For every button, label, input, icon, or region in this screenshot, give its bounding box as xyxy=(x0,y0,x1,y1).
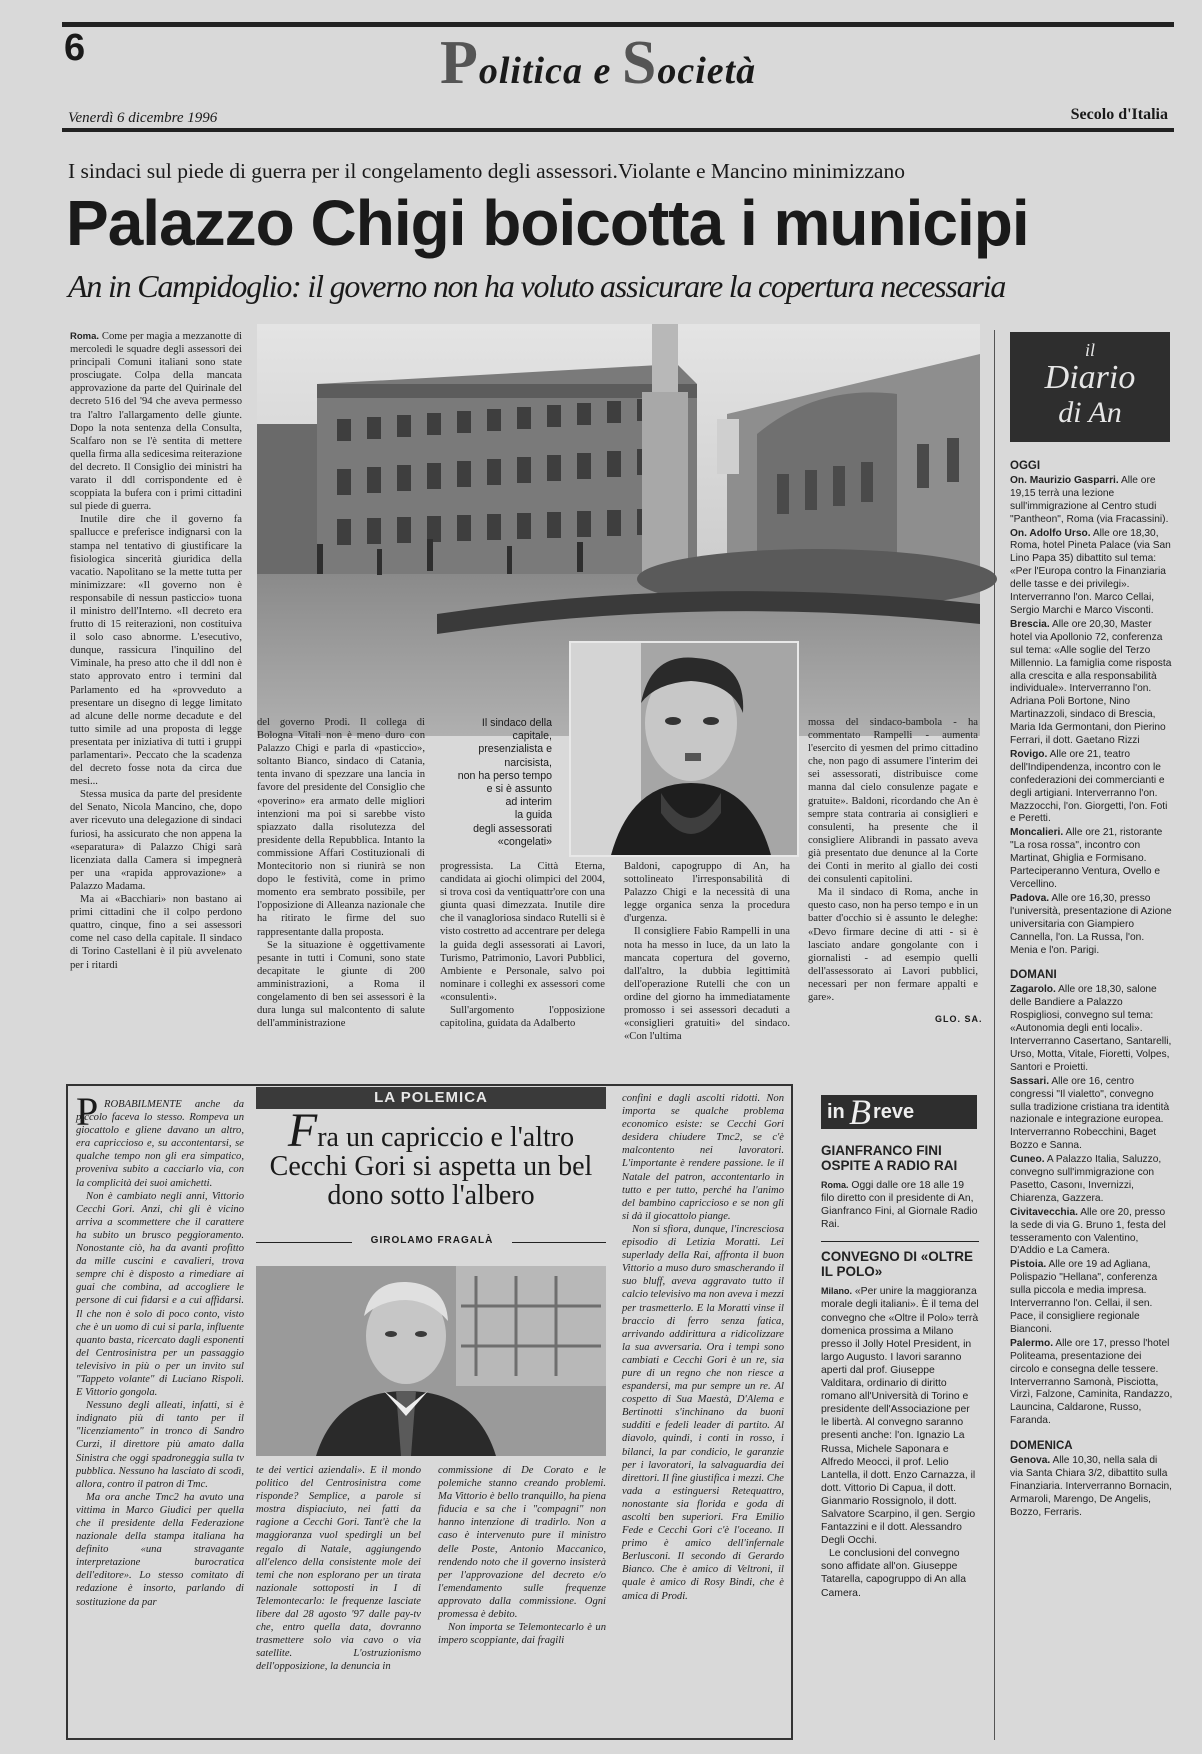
diario-item-place: On. Adolfo Urso. xyxy=(1010,527,1091,539)
breve-text-1 xyxy=(821,1179,979,1231)
caption-line: Il sindaco della xyxy=(481,717,552,729)
main-article-col-2 xyxy=(257,716,425,1029)
headline-kicker: I sindaci sul piede di guerra per il congelamento degli assessori.Violante e Mancino minimizzano xyxy=(68,159,905,183)
diario-item-place: Moncalieri. xyxy=(1010,827,1064,839)
polemica-paragraph: Ma ora anche Tmc2 ha avuto una vittima in Marco Giudici per quella che il presidente della Federazione nazionale della stampa italiana ha definito «una stravagante interpretazione burocratica dell'editore». Lo stesso comitato di redazione è insorto, parlando di sostituzione da par xyxy=(76,1491,244,1608)
diario-item-place: Sassari. xyxy=(1010,1075,1050,1087)
diario-item-place: Cuneo. xyxy=(1010,1154,1045,1166)
diario-item-place: Pistoia. xyxy=(1010,1259,1047,1271)
section-title-part-2: ocietà xyxy=(657,50,757,92)
caption-line: la guida xyxy=(514,809,552,822)
diario-item-text: Alle ore 16, centro congressi "Il vialetto", convegno sulla tradizione cristiana tra identità nazionale e integrazione europea. Interverranno Robecchini, Baget Bozzo e Sanna. xyxy=(1010,1075,1170,1152)
diario-item xyxy=(1010,528,1173,618)
polemica-paragraph: te dei vertici aziendali». E il mondo politico del Centrosinistra come risponde? Semplice, a parole si mostra dispiaciuto, nei fatti da ragione a Cecchi Gori. Tant'è che la maggioranza vuol spedirgli un bel regalo di Natale, aggiungendo all'elenco della consistente mole dei temi che non esplorano per un tirata nazionale sottoposti in I di Telemontecarlo: le frequenze lasciate libere dal 28 agosto '97 dalle pay-tv che, entro quella data, dovranno trasmettere solo via cavo o via satellite. L'ostruzionismo dell'opposizione, la denuncia in xyxy=(256,1465,421,1673)
article-paragraph: Inutile dire che il governo fa spallucce e preferisce indignarsi con la stampa nel tentativo di giustificare la fisiologica sincerità giuridica della vacatio. Napolitano se la mette tutta per minimizzare: «Il governo non è responsabile di nessun pasticcio» tuona il ministro dell'Interno. «Il decreto era frutto di 15 reiterazioni, non costituiva il solo caso abnorme. L'esecutivo, dunque, rassicura l'inquilino del Viminale, ha preso atto che il ddl non è stato approvato entro i termini dal Parlamento ed ha «provveduto a presentare un disegno di legge limitato ad alcune delle norme decadute e del tutto simile ad una proposta di legge presentata per iniziativa di tutti i gruppi parlamentari». Peccato che la scadenza del decreto fosse nota da circa due mesi... xyxy=(70,514,242,788)
polemica-title-cap: F xyxy=(287,1104,318,1157)
diario-item-place: Genova. xyxy=(1010,1455,1051,1467)
diario-item xyxy=(1010,827,1173,892)
polemica-author: GIROLAMO FRAGALÀ xyxy=(370,1235,494,1246)
cecchi-gori-photo xyxy=(256,1266,606,1456)
breve-text-2b: Le conclusioni del convegno sono affidate all'on. Giuseppe Tatarella, capogruppo di An alla Camera. xyxy=(821,1548,966,1599)
breve-dateline-1: Roma. xyxy=(821,1180,849,1190)
diario-item-place: On. Maurizio Gasparri. xyxy=(1010,474,1119,486)
diario-item xyxy=(1010,1455,1173,1520)
article-paragraph: Stessa musica da parte del presidente del Senato, Nicola Mancino, che, dopo aver ricevuto una delegazione di sindaci furiosi, ha assicurato che non appena la «separatura» di Palazzo Chigi sarà licenziata dalla Camera si impegnerà per una «rapida approvazione» a Palazzo Madama. xyxy=(70,789,242,892)
diario-item-place: Brescia. xyxy=(1010,618,1050,630)
polemica-title xyxy=(256,1104,606,1211)
breve-header-rest: reve xyxy=(873,1101,915,1123)
article-paragraph: Il consigliere Fabio Rampelli in una nota ha messo in luce, da un lato la mancata copertura del governo, dall'altro, la dubbia legittimità dell'operazione Rutelli che con un ordine del giorno ha immediatamente promosso i sei assessori decaduti a «consiglieri gratuiti» del sindaco. «Con l'ultima xyxy=(624,926,790,1043)
top-rule xyxy=(62,22,1174,27)
main-article-col-1 xyxy=(70,330,242,1030)
caption-line: presenzialista e xyxy=(478,743,552,756)
article-paragraph: Baldoni, capogruppo di An, ha sottolineato l'irresponsabilità di Palazzo Chigi e la necessità di una legge organica senza la procedura d'urgenza. xyxy=(624,861,790,925)
diario-item-text: Alle ore 21, teatro dell'Indipendenza, incontro con le confederazioni dei commercianti e degli artigiani. Interverranno l'on. Mazzocchi, l'on. Giorgetti, l'on. Foti e Peretti. xyxy=(1010,748,1168,825)
article-signature: GLO. SA. xyxy=(935,1014,983,1024)
polemica-col-3 xyxy=(438,1464,606,1730)
article-paragraph: Ma ai «Bacchiari» non bastano ai primi cittadini che il colpo perdono quattro, cinque, fino a sei assessori come nel caso della capitale. Il sindaco di Torino Castellani è il più avvelenato per i ritardi xyxy=(70,894,242,971)
polemica-label: LA POLEMICA xyxy=(256,1087,606,1109)
polemica-drop-cap: P xyxy=(76,1089,99,1134)
caption-line: non ha perso tempo xyxy=(457,769,552,782)
diario-item xyxy=(1010,1338,1173,1428)
diario-item xyxy=(1010,619,1173,748)
article-paragraph: Sull'argomento l'opposizione capitolina, guidata da Adalberto xyxy=(440,1005,605,1030)
polemica-title-text: ra un capriccio e l'altro Cecchi Gori si aspetta un bel dono sotto l'albero xyxy=(269,1122,593,1211)
polemica-paragraph: Non è cambiato negli anni, Vittorio Cecchi Gori. Anzi, chi gli è vicino arriva a scommettere che il carattere ha subito un brusco peggioramento. Nonostante ciò, ha da avanti profitto da mille cuscini e cavalieri, trova sempre chi è disposto a rimediare ai guai che combina, ad accogliere le persone di cui fidarsi e a cui affidarsi. Il che non è solo di poco conto, visto che è un uomo di cui si parla, influente quanto basta, ricercato dagli esponenti del Centrosinistra per un passaggio televisivo in più o per un invito sul "Tappeto volante" di Luciano Rispoli. E Vittorio gongola. xyxy=(76,1190,244,1399)
diario-item-text: Alle ore 20,30, Master hotel via Apollonio 72, conferenza sul tema: «Alle soglie del Terzo Millennio. La famiglia come risposta alla crescita e alla responsabilità individuale». Interverranno l'on. Adriana Poli Bortone, Nino Martinazzoli, sindaco di Brescia, Maria Ida Germontani, don Pierino Ferrari, il dott. Gaetano Rizzi xyxy=(1010,618,1172,747)
diario-item-text: Alle ore 18,30, salone delle Bandiere a Palazzo Rospigliosi, convegno sul tema: «Autonomia degli enti locali». Interverranno Casertano, Santarelli, Urso, Motta, Vitale, Fioretti, Volpes, Santori e Proietti. xyxy=(1010,984,1172,1073)
diario-item-text: Alle ore 18,30, Roma, hotel Pineta Palace (via San Lino Papa 35) dibattito sul tema: «Per l'Europa contro la Finanziaria delle tasse e dei privilegi». Interverranno l'on. Marco Cellai, Sergio Marchi e Marco Visconti. xyxy=(1010,527,1171,616)
diario-section-oggi: OGGI xyxy=(1010,460,1041,472)
diario-item-text: Alle ore 20, presso la sede di via G. Bruno 1, festa del tesseramento con Valentino, D'Addio e La Camera. xyxy=(1010,1206,1166,1257)
diario-item-text: Alle ore 17, presso l'hotel Politeama, presentazione dei circolo e consegna delle tessere. Interverranno Samonà, Pisciotta, Virzì, Falzone, Caminita, Randazzo, Launcina, Caldarone, Russo, Faranda. xyxy=(1010,1337,1173,1427)
polemica-paragraph: Nessuno degli alleati, infatti, si è indignato più di tanto per il "licenziamento" in tronco di Sandro Curzi, il direttore più amato dalla Sinistra che oggi spadroneggia sulla tv pubblica. Nessuno ha lasciato di scodì, allora, contro il patron di Tmc. xyxy=(76,1400,244,1490)
diario-header xyxy=(1010,332,1170,442)
diario-item-text: Alle 10,30, nella sala di via Santa Chiara 3/2, dibattito sulla Finanziaria. Interverranno Bornacin, Armaroli, Marengo, De Angelis, Bozzo, Ferraris. xyxy=(1010,1455,1172,1518)
polemica-col-1 xyxy=(76,1098,244,1730)
diario-item-text: Alle ore 19 ad Agliana, Polispazio "Hellana", conferenza sulla piccola e media impresa. Interverranno l'on. Cellai, il sen. Pace, il consigliere regionale Bianconi. xyxy=(1010,1259,1158,1335)
mayor-photo-caption xyxy=(440,717,552,849)
breve-header xyxy=(821,1092,977,1132)
newspaper-name: Secolo d'Italia xyxy=(1070,106,1168,123)
issue-date: Venerdì 6 dicembre 1996 xyxy=(68,110,218,126)
caption-line: capitale, xyxy=(512,730,552,743)
mayor-photo xyxy=(569,641,799,857)
headline-subtitle: An in Campidoglio: il governo non ha voluto assicurare la copertura necessaria xyxy=(68,268,1006,304)
diario-list xyxy=(1010,454,1173,1744)
diario-item xyxy=(1010,1076,1173,1153)
polemica-paragraph: commissione di De Corato e le polemiche stanno creando problemi. Ma Vittorio è bello tranquillo, ha piena fiducia e sa che i "compagni" non hanno intenzione di tradirlo. Non a caso è intervenuto pure il ministro delle Poste, Antonio Maccanico, rendendo noto che il governo insisterà per l'approvazione del decreto e/o l'emendamento sulle frequenze approvato dalla commissione. Ogni promessa è debito. xyxy=(438,1465,606,1621)
diario-item xyxy=(1010,475,1173,527)
diario-item xyxy=(1010,1154,1173,1206)
dateline: Roma. xyxy=(70,331,100,342)
diario-item xyxy=(1010,984,1173,1074)
diario-item-place: Padova. xyxy=(1010,892,1050,904)
diario-item-text: Alle ore 16,30, presso l'università, presentazione di Azione universitaria con Giampiero Cannella, l'on. La Russa, l'on. Menia e l'on. Parigi. xyxy=(1010,892,1172,956)
article-paragraph: mossa del sindaco-bambola - ha commentato Rampelli - aumenta l'esercito di yesmen del primo cittadino che, non pago di assumere l'interim dei sei assessorati, distribuisce come manna dal cielo consulenze pagate e gratuite». Baldoni, ricordando che An è sempre stata contraria ai consiglieri e consulenti, ha presente che il consigliere Alibrandi in passato aveva già presentato due denunce al la Corte dei Conti in merito al giallo dei costi dei consulenti capitolini. xyxy=(808,717,978,886)
breve-divider xyxy=(821,1241,979,1242)
caption-line: degli assessorati xyxy=(473,822,552,835)
polemica-paragraph: Non si sfiora, dunque, l'incresciosa episodio di Letizia Moratti. Lei superlady della Rai, affronta il buon Vittorio a muso duro smascherando il suo bluff, aveva aggravato tutto il calcio televisivo ma non aveva i mezzi per trasmetterlo. E la Moratti vinse il braccio di ferro senza fatica, arrivando addirittura a ridicolizzare la sua avversaria. Ora i tempi sono cambiati e Cecchi Gori è un re, sia pure di un regno che non riesce a espandersi, ma pur sempre un re. Al cospetto di Sua Maestà, D'Alema e Bertinotti s'inchinano da buoni sudditi e fedeli leader di partito. Al diavolo, quindi, i conti in rosso, i bilanci, la par condicio, le garanzie per i lavoratori, la salvaguardia dei direttori. Il fine giustifica i mezzi. Che vada a estinguersi Retequattro, nonostante sia florida e goda di ascolti ben superiori. Fra Emilio Fede e Cecchi Gori c'è l'oceano. Il primo è amico dell'infernale Berlusconi. Il secondo di Gerardo Bianco. Che è amico di Veltroni, il quale è amico di Rosy Bindi, che è amica di Prodi. xyxy=(622,1223,784,1602)
polemica-paragraph: Non importa se Telemontecarlo è un impero scoppiante, dai fragili xyxy=(438,1622,606,1647)
diario-header-subtitle: di An xyxy=(1058,396,1122,429)
breve-header-in: in xyxy=(827,1101,845,1123)
diario-item-text: Alle ore 19,15 terrà una lezione sull'immigrazione al Centro studi "Pantheon", Roma (via Fracassini). xyxy=(1010,474,1169,525)
breve-title-1: GIANFRANCO FINI OSPITE A RADIO RAI xyxy=(821,1143,958,1173)
cecchi-gori-portrait xyxy=(256,1266,606,1456)
diario-item xyxy=(1010,1207,1173,1259)
main-article-col-5 xyxy=(808,716,978,1016)
author-rule-left xyxy=(256,1242,352,1243)
mayor-portrait xyxy=(571,643,797,855)
author-rule-right xyxy=(512,1242,606,1243)
diario-section-domani: DOMANI xyxy=(1010,969,1057,982)
diario-header-title: Diario xyxy=(1044,359,1136,396)
diario-section-domenica: DOMENICA xyxy=(1010,1440,1073,1453)
article-paragraph: Ma il sindaco di Roma, anche in questo caso, non ha perso tempo e in un batter d'occhio si è assunto le deleghe: «Devo firmare decine di atti - si è lasciato andare gongolante con i giornalisti - ad esempio quelli dell'assessorato ai Lavori pubblici, necessari per non fermare appalti e gare». xyxy=(808,887,978,1003)
caption-line: ad interim xyxy=(505,796,552,809)
caption-line: e si è assunto xyxy=(486,783,552,796)
breve-list xyxy=(821,1136,979,1736)
section-title-cap-1: P xyxy=(440,29,479,97)
section-title xyxy=(440,29,757,97)
article-paragraph: Come per magia a mezzanotte di mercoledì le squadre degli assessori dei principali Comuni italiani sono state prosciugate. Colpa della mancata approvazione da parte del Quirinale del decreto 516 del '94 che aveva permesso tra l'altro l'allargamento delle giunte. Dopo la nota sentenza della Consulta, Scalfaro non se l'è sentita di mettere quella firma alla sedicesima reiterazione del decreto. Il Consiglio dei ministri ha varato il ddl corrispondente ed è scoppiata la bufera con i primi cittadini sul piede di guerra. xyxy=(70,331,242,513)
section-title-part-1: olitica e xyxy=(478,50,622,92)
diario-item xyxy=(1010,1259,1173,1336)
breve-body-1: Oggi dalle ore 18 alle 19 filo diretto con il presidente di An, Gianfranco Fini, al Giornale Radio Rai. xyxy=(821,1180,978,1231)
breve-text-2 xyxy=(821,1285,979,1547)
breve-body-2: «Per unire la maggioranza morale degli italiani». È il tema del convegno che «Oltre il Polo» terrà domenica prossima a Milano presso il Jolly Hotel President, in largo Augusto. I lavori saranno aperti dal prof. Giuseppe Valditara, ordinario di diritto romano all'Università di Torino e presidente dell'Associazione per le libertà. Al convegno saranno presenti anche: l'on. Ignazio La Russa, Michele Saponara e Alfredo Meocci, il prof. Lelio Lantella, il dott. Enzo Carnazza, il dott. Vittorio Di Capua, il dott. Gianmario Rossignolo, il dott. Salvatore Scarpino, il gen. Sergio Fantazzini e il dott. Alessandro Degli Occhi. xyxy=(821,1286,979,1547)
polemica-col-2 xyxy=(256,1464,421,1730)
polemica-col-4 xyxy=(622,1092,784,1732)
diario-item xyxy=(1010,749,1173,826)
headline-title: Palazzo Chigi boicotta i municipi xyxy=(66,187,1029,259)
article-paragraph: Se la situazione è oggettivamente pesante in tutti i Comuni, sono state decapitate le giunte di 200 amministrazioni, a Roma il congelamento di ben sei assessori è la dura lunga sul malcontento di salute dell'amministrazione xyxy=(257,939,425,1030)
diario-header-small: il xyxy=(1084,340,1095,360)
diario-item-place: Palermo. xyxy=(1010,1337,1054,1349)
masthead-rule xyxy=(62,128,1174,132)
breve-dateline-2: Milano. xyxy=(821,1286,852,1297)
section-title-cap-2: S xyxy=(621,29,658,97)
caption-line: narcisista, xyxy=(504,756,552,769)
caption-line: «congelati» xyxy=(497,835,552,848)
breve-title-2: CONVEGNO DI «OLTRE IL POLO» xyxy=(821,1249,974,1279)
diario-item-text: Alle ore 21, ristorante "La rosa rossa", incontro con Martinat, Ghiglia e Formisano. Parteciperanno Ventura, Ovello e Vercellino. xyxy=(1010,827,1163,890)
main-article-col-3 xyxy=(440,860,605,1030)
diario-item-place: Civitavecchia. xyxy=(1010,1206,1078,1218)
polemica-paragraph: confini e dagli ascolti ridotti. Non importa se qualche problema economico esiste: se Cecchi Gori desidera chiudere Tmc2, se c'è malcontento nei lavoratori. L'importante è rendere passione. le il Natale del patron, accontentarlo in tutto e per tutto, perché ha l'animo del bambino capriccioso e se non gli si dà il giocattolo piange. xyxy=(622,1093,784,1222)
article-paragraph: del governo Prodi. Il collega di Bologna Vitali non è meno duro con Palazzo Chigi e parla di «pasticcio», soltanto Bianco, sindaco di Catania, tenta invano di spezzare una lancia in favore del presidente del Consiglio che «poverino» era armato delle migliori intenzioni ma poi si sarebbe visto spiazzato dalla risolutezza del presidente della Repubblica. Intanto la commissione Affari Costituzionali di Montecitorio non si riunirà se non dopo le festività, come in primo momento era sembrato possibile, per l'opposizione di Alleanza nazionale che ha ritirato le firme del suo rappresentante dalla proposta. xyxy=(257,717,425,938)
main-article-col-4 xyxy=(624,860,790,1043)
diario-item-place: Rovigo. xyxy=(1010,748,1048,760)
diario-item-place: Zagarolo. xyxy=(1010,984,1056,996)
breve-header-big: B xyxy=(849,1092,871,1132)
article-paragraph: progressista. La Città Eterna, candidata ai giochi olimpici del 2004, si trova così da ventiquattr'ore con una giunta quasi dimezzata. Inutile dire che il vanagloriosa sindaco Rutelli si è visto costretto ad accentrare per delega la guida degli assessorati ai Lavori, Turismo, Patrimonio, Lavori Pubblici, Ambiente e Personale, salvo poi nominare i colleghi ex assessori come «consulenti». xyxy=(440,861,605,1003)
diario-divider xyxy=(994,330,995,1740)
page-number: 6 xyxy=(64,27,86,69)
diario-item xyxy=(1010,893,1173,958)
polemica-paragraph: ROBABILMENTE anche da piccolo faceva lo stesso. Rompeva un giocattolo e gliene davano un altro, era capriccioso e, su accontentarsi, se qualche tempo non gli era simpatico, proveniva subito a cacciarlo via, con la complicità dei suoi amichetti. xyxy=(76,1099,244,1189)
diario-item-text: A Palazzo Italia, Saluzzo, convegno sull'immigrazione con Pasetto, Casonı, Invernizzi, Chiarenza, Gazzera. xyxy=(1010,1154,1162,1204)
